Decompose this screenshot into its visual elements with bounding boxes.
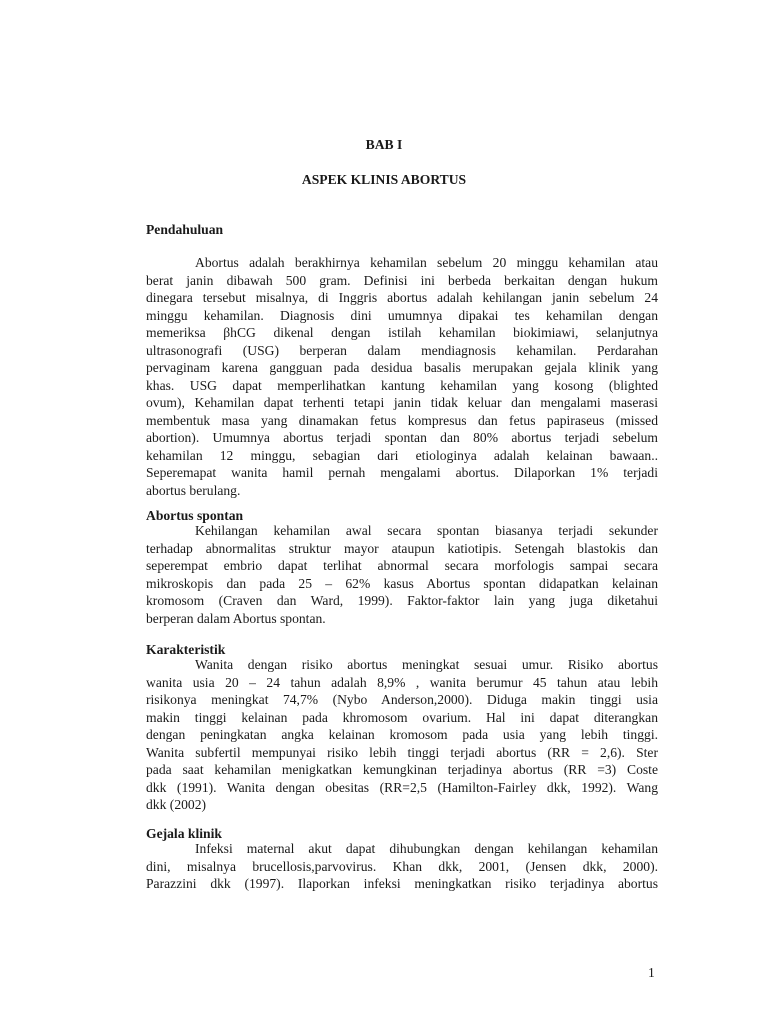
text-line: Seperemapat wanita hamil pernah mengalami abortus. Dilaporkan 1% terjadi [146,465,658,480]
chapter-label: BAB I [365,137,403,152]
text-line: risikonya meningkat 74,7% (Nybo Anderson,2000). Diduga makin tinggi usia [146,692,658,707]
paragraph-karakteristik [146,656,658,814]
text-line: Wanita dengan risiko abortus meningkat sesuai umur. Risiko abortus [195,657,658,672]
text-line: dini, misalnya brucellosis,parvovirus. Khan dkk, 2001, (Jensen dkk, 2000). [146,858,658,874]
text-line: makin tinggi kelainan pada khromosom ovarium. Hal ini dapat diterangkan [146,709,658,725]
text-line: memeriksa βhCG dikenal dengan istilah kehamilan biokimiawi, selanjutnya [146,325,658,340]
text-line: kromosom (Craven dan Ward, 1999). Faktor-faktor lain yang juga diketahui [146,593,658,608]
text-line: ultrasonografi (USG) berperan dalam mendiagnosis kehamilan. Perdarahan [146,342,658,358]
text-line: ovum), Kehamilan dapat terhenti tetapi janin tidak keluar dan mengalami maserasi [146,395,658,410]
paragraph-gejala-klinik [146,840,658,893]
text-line: dinegara tersebut misalnya, di Inggris abortus adalah kehilangan janin sebelum 24 [146,290,658,305]
text-line: mikroskopis dan pada 25 – 62% kasus Abortus spontan didapatkan kelainan [146,575,658,591]
text-line: wanita usia 20 – 24 tahun adalah 8,9% , wanita berumur 45 tahun atau lebih [146,674,658,690]
text-line: dkk (1991). Wanita dengan obesitas (RR=2,5 (Hamilton-Fairley dkk, 1992). Wang [146,779,658,795]
text-line: minggu kehamilan. Diagnosis dini umumnya dipakai tes kehamilan dengan [146,307,658,323]
text-line: kehamilan 12 minggu, sebagian dari etiologinya adalah kelainan bawaan.. [146,447,658,463]
document-title: ASPEK KLINIS ABORTUS [301,172,467,187]
text-line: abortus berulang. [146,482,241,498]
section-heading-karakteristik: Karakteristik [146,642,226,657]
paragraph-abortus-spontan [146,522,658,627]
section-heading-pendahuluan: Pendahuluan [146,222,224,237]
text-line: Abortus adalah berakhirnya kehamilan sebelum 20 minggu kehamilan atau [195,255,658,270]
text-line: pada saat kehamilan menigkatkan kemungkinan terjadinya abortus (RR =3) Coste [146,762,658,777]
text-line: Kehilangan kehamilan awal secara spontan biasanya terjadi sekunder [195,523,658,538]
text-line: seperempat embrio dapat terlihat abnormal secara morfologis sampai secara [146,558,658,573]
text-line: dkk (2002) [146,797,207,812]
page-number: 1 [648,965,655,980]
section-heading-gejala-klinik: Gejala klinik [146,826,222,841]
text-line: membentuk masa yang dinamakan fetus kompresus dan fetus papiraseus (missed [146,412,658,428]
text-line: berperan dalam Abortus spontan. [146,610,326,626]
text-line: Parazzini dkk (1997). Ilaporkan infeksi meningkatkan risiko terjadinya abortus [146,876,658,891]
text-line: Infeksi maternal akut dapat dihubungkan dengan kehilangan kehamilan [195,841,658,856]
paragraph-pendahuluan [146,254,658,499]
text-line: pervaginam karena gangguan pada desidua basalis merupakan gejala klinik yang [146,360,658,375]
text-line: Wanita subfertil mempunyai risiko lebih tinggi terjadi abortus (RR = 2,6). Ster [146,744,658,760]
section-heading-abortus-spontan: Abortus spontan [146,508,244,523]
text-line: berat janin dibawah 500 gram. Definisi ini berbeda berkaitan dengan hukum [146,272,658,288]
text-line: abortion). Umumnya abortus terjadi spontan dan 80% abortus terjadi sebelum [146,430,658,445]
text-line: dengan peningkatan angka kelainan kromosom pada usia yang lebih tinggi. [146,727,658,742]
text-line: khas. USG dapat memperlihatkan kantung kehamilan yang kosong (blighted [146,377,658,393]
text-line: terhadap abnormalitas struktur mayor ataupun katiotipis. Setengah blastokis dan [146,540,658,556]
